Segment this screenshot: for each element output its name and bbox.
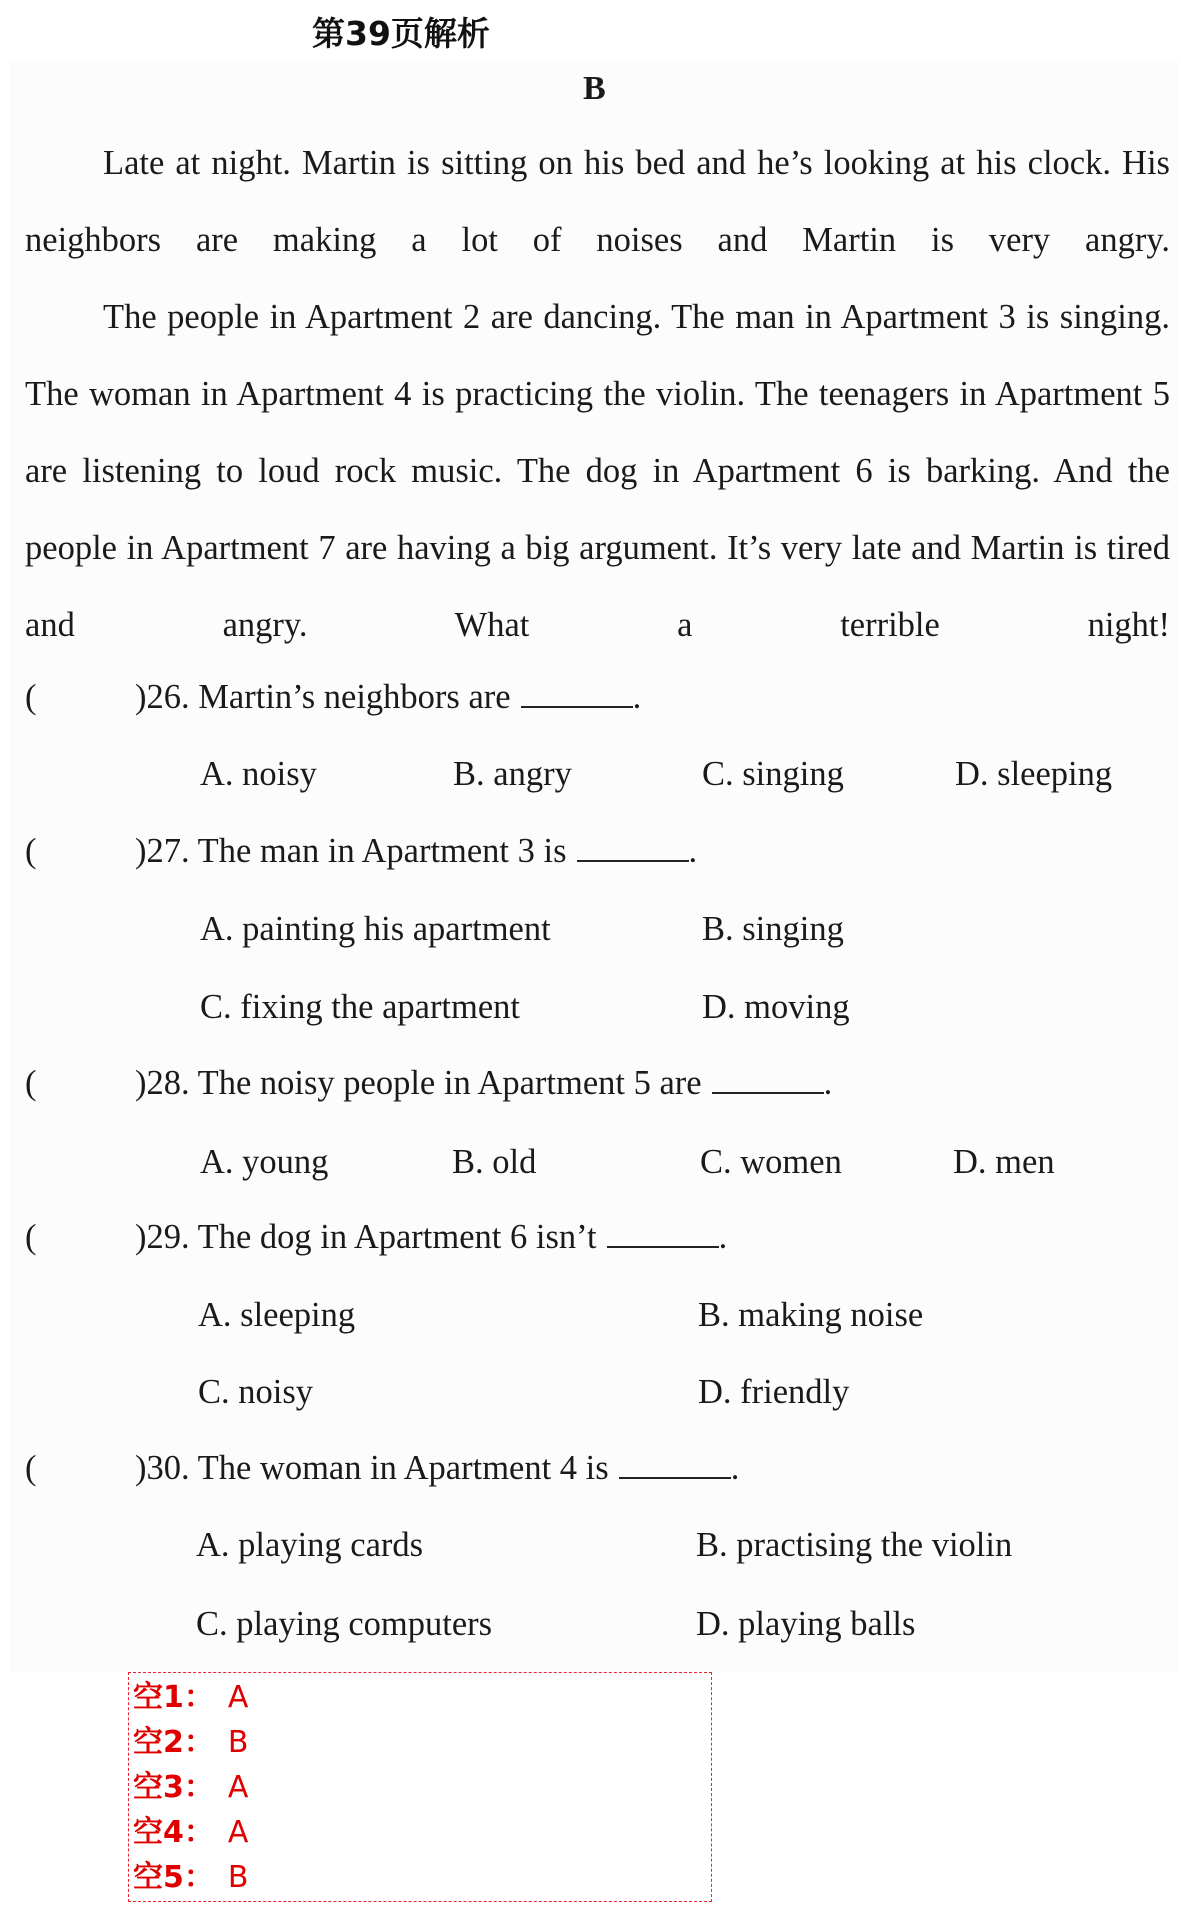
question-end: . xyxy=(730,1449,740,1487)
question-26 xyxy=(25,678,641,717)
option-a: A. painting his apartment xyxy=(200,910,551,948)
answer-paren[interactable]: ( xyxy=(25,678,37,716)
question-number: )30. xyxy=(135,1449,190,1487)
page-header-title: 第39页解析 xyxy=(312,14,490,53)
question-29 xyxy=(25,1218,727,1257)
question-text: The man in Apartment 3 is xyxy=(197,832,567,870)
question-text: The dog in Apartment 6 isn’t xyxy=(197,1218,597,1256)
answer-label: 空3： xyxy=(133,1770,214,1805)
answer-paren[interactable]: ( xyxy=(25,832,37,870)
answer-label: 空2： xyxy=(133,1725,214,1760)
passage-text-2: The people in Apartment 2 are dancing. The man in Apartment 3 is singing. The woman in Apartment 4 is practicing the violin. The teenagers in Apartment 5 are listening to loud rock music. The dog in Apartment 6 is barking. And the people in Apartment 7 are having a big argument. It’s very late and Martin is tired and angry. What a terrible night! xyxy=(25,298,1170,644)
answer-paren[interactable]: ( xyxy=(25,1218,37,1256)
answer-key-box xyxy=(128,1672,712,1902)
answer-value: A xyxy=(227,1815,249,1850)
answer-value: B xyxy=(227,1860,249,1895)
answer-row-3 xyxy=(133,1765,707,1810)
question-text: The noisy people in Apartment 5 are xyxy=(197,1064,702,1102)
answer-row-5 xyxy=(133,1855,707,1900)
blank-line xyxy=(712,1066,824,1094)
passage-text-1: Late at night. Martin is sitting on his bed and he’s looking at his clock. His neighbors are making a lot of noises and Martin is very angry. xyxy=(25,144,1170,259)
question-end: . xyxy=(632,678,642,716)
question-30 xyxy=(25,1449,739,1488)
answer-value: B xyxy=(227,1725,249,1760)
question-text: Martin’s neighbors are xyxy=(198,678,511,716)
question-28 xyxy=(25,1064,832,1103)
answer-row-2 xyxy=(133,1720,707,1765)
question-27 xyxy=(25,832,697,871)
option-b: B. practising the violin xyxy=(696,1526,1013,1564)
blank-line xyxy=(577,834,689,862)
answer-label: 空1： xyxy=(133,1680,214,1715)
option-c: C. playing computers xyxy=(196,1605,493,1643)
option-b: B. old xyxy=(452,1143,537,1181)
option-c: C. women xyxy=(700,1143,842,1181)
answer-value: A xyxy=(227,1770,249,1805)
answer-label: 空4： xyxy=(133,1815,214,1850)
question-end: . xyxy=(688,832,698,870)
option-c: C. fixing the apartment xyxy=(200,988,521,1026)
option-a: A. sleeping xyxy=(198,1296,356,1334)
blank-line xyxy=(607,1220,719,1248)
question-end: . xyxy=(823,1064,833,1102)
question-text: The woman in Apartment 4 is xyxy=(197,1449,609,1487)
option-b: B. making noise xyxy=(698,1296,924,1334)
option-d: D. friendly xyxy=(698,1373,850,1411)
option-d: D. men xyxy=(953,1143,1055,1181)
option-d: D. sleeping xyxy=(955,755,1113,793)
answer-row-4 xyxy=(133,1810,707,1855)
question-number: )26. xyxy=(135,678,190,716)
option-d: D. moving xyxy=(702,988,850,1026)
passage-paragraph-2 xyxy=(25,279,1170,664)
answer-row-1 xyxy=(133,1675,707,1720)
option-b: B. angry xyxy=(453,755,572,793)
option-a: A. playing cards xyxy=(196,1526,424,1564)
question-number: )27. xyxy=(135,832,190,870)
option-c: C. singing xyxy=(702,755,844,793)
blank-line xyxy=(619,1451,731,1479)
option-b: B. singing xyxy=(702,910,844,948)
question-number: )28. xyxy=(135,1064,190,1102)
blank-line xyxy=(521,680,633,708)
question-number: )29. xyxy=(135,1218,190,1256)
option-a: A. noisy xyxy=(200,755,317,793)
answer-paren[interactable]: ( xyxy=(25,1449,37,1487)
question-end: . xyxy=(718,1218,728,1256)
option-a: A. young xyxy=(200,1143,329,1181)
option-c: C. noisy xyxy=(198,1373,314,1411)
answer-paren[interactable]: ( xyxy=(25,1064,37,1102)
section-letter: B xyxy=(583,70,606,107)
passage-paragraph-1 xyxy=(25,125,1170,279)
answer-label: 空5： xyxy=(133,1860,214,1895)
option-d: D. playing balls xyxy=(696,1605,916,1643)
answer-value: A xyxy=(227,1680,249,1715)
